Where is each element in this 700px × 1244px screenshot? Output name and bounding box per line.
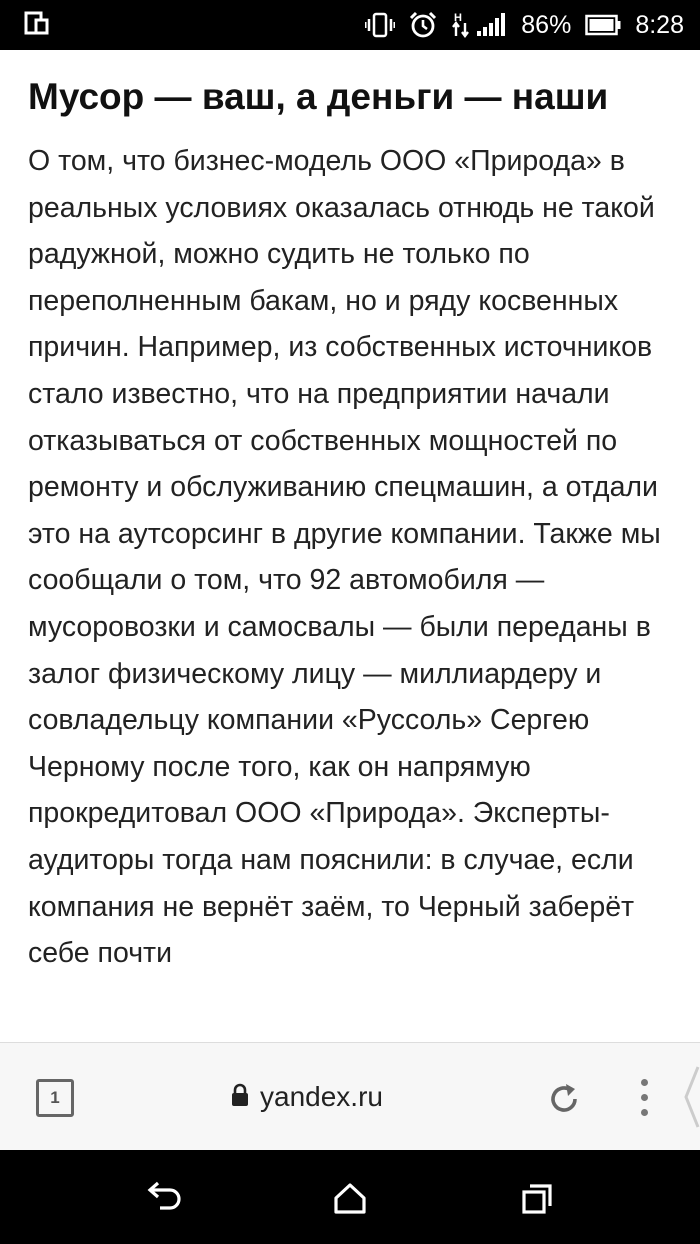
reload-icon[interactable] <box>544 1079 584 1119</box>
status-left <box>24 10 50 41</box>
status-right <box>365 10 684 40</box>
battery-icon <box>585 14 621 36</box>
status-bar <box>0 0 700 50</box>
article-body: О том, что бизнес-модель ООО «Природа» в реальных условиях оказалась отнюдь не такой радужной, можно судить не только по переполненным бакам, но и ряду косвенных причин. Например, из собственных источников стало известно, что на предприятии начали отказываться от собственных мощностей по ремонту и обслуживанию спецмашин, а отдали это на аутсорсинг в другие компании. Также мы сообщали о том, что 92 автомобиля — мусоровозки и самосвалы — были переданы в залог физическому лицу — миллиардеру и совладельцу компании «Руссоль» Сергею Черному после того, как он напрямую прокредитовал ООО «Природа». Эксперты-аудиторы тогда нам пояснили: в случае, если компания не вернёт заём, то Черный заберёт себе почти <box>28 145 661 970</box>
home-icon[interactable] <box>326 1174 374 1222</box>
menu-dot <box>641 1094 648 1101</box>
tab-count: 1 <box>50 1088 60 1107</box>
recent-apps-icon[interactable] <box>514 1174 562 1222</box>
signal-group <box>451 10 507 40</box>
menu-dot <box>641 1109 648 1116</box>
clock: 8:28 <box>635 10 684 39</box>
lock-icon <box>230 1083 250 1112</box>
url-text: yandex.ru <box>260 1081 383 1112</box>
battery-percent: 86% <box>521 10 572 39</box>
article <box>0 50 700 1042</box>
back-icon[interactable] <box>140 1174 188 1222</box>
tabs-icon[interactable] <box>36 1079 74 1117</box>
chevron-left-icon[interactable] <box>680 1052 700 1142</box>
screen-mirror-icon <box>24 10 50 41</box>
browser-bottom-bar <box>0 1042 700 1150</box>
data-transfer-icon <box>451 10 471 40</box>
signal-icon <box>477 13 507 37</box>
vibrate-icon <box>365 12 395 38</box>
more-vert-icon[interactable] <box>630 1073 658 1121</box>
alarm-icon <box>409 11 437 39</box>
article-title: Мусор — ваш, а деньги — наши <box>28 76 609 117</box>
menu-dot <box>641 1079 648 1086</box>
address-bar[interactable] <box>230 1077 383 1117</box>
navigation-bar <box>0 1150 700 1244</box>
svg-text:H: H <box>454 12 463 24</box>
